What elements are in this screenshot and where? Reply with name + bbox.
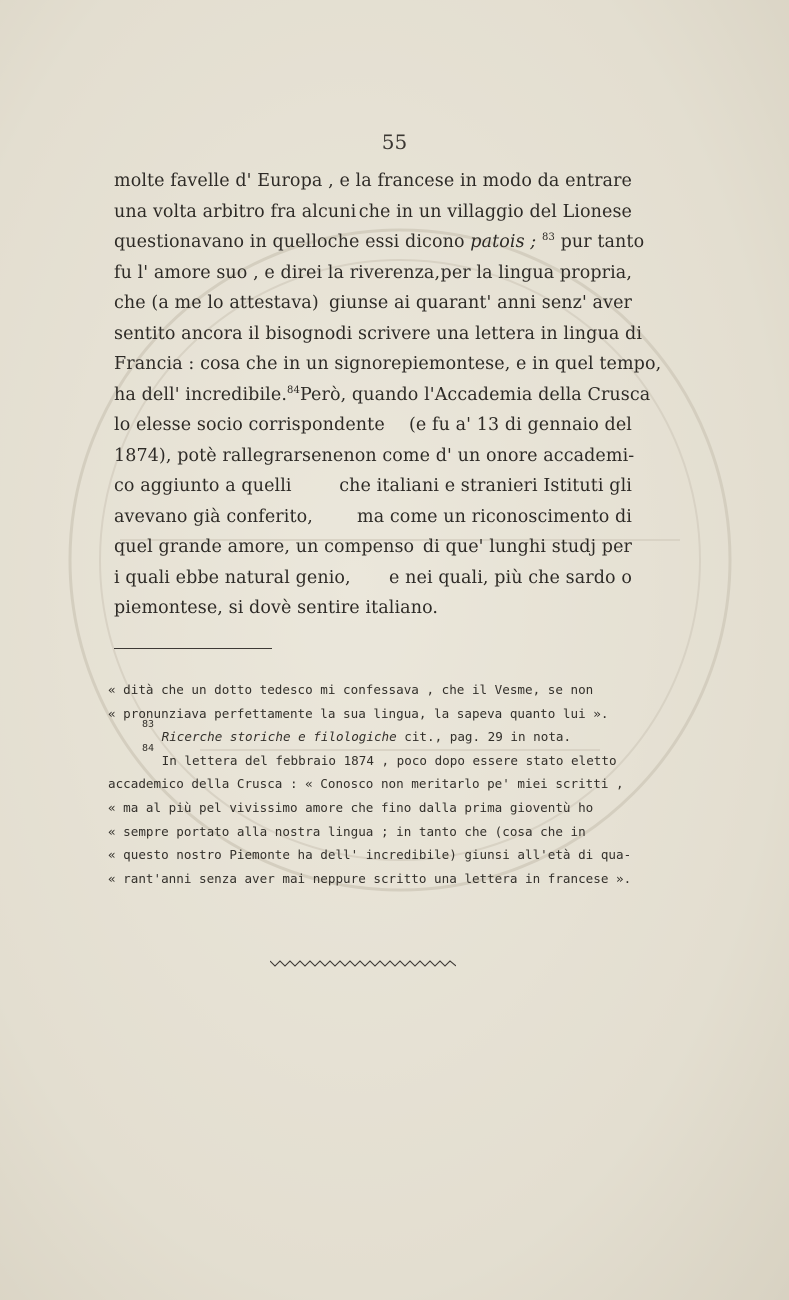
footnote-text: In lettera del febbraio 1874 , poco dopo essere stato eletto xyxy=(154,752,617,768)
text-line xyxy=(114,349,662,380)
footnote-number: 83 xyxy=(142,719,155,731)
text-segment: ha dell' incredibile. xyxy=(114,384,287,405)
text-segment: i quali ebbe natural genio, xyxy=(114,567,351,588)
footnote-line xyxy=(108,820,630,844)
text-segment: che italiani e stranieri Istituti gli xyxy=(339,476,632,496)
text-segment: piemontese, e in quel tempo, xyxy=(401,354,662,374)
text-segment: sentito ancora il bisogno xyxy=(114,323,336,344)
footnote-text: accademico della Crusca : « Conosco non meritarlo pe' miei scritti , xyxy=(108,776,624,792)
text-line xyxy=(114,532,632,563)
footnote-title: Ricerche storiche e filologiche xyxy=(161,729,397,745)
text-segment: piemontese, si dovè sentire italiano. xyxy=(114,598,439,618)
text-line xyxy=(114,502,632,533)
text-segment: questionavano in quello xyxy=(114,232,328,252)
footnote-text: « pronunziava perfettamente la sua lingua, la sapeva quanto lui ». xyxy=(108,705,609,721)
text-line xyxy=(114,319,643,350)
footnote-line xyxy=(108,867,630,891)
text-segment: giunse ai quarant' anni senz' aver xyxy=(329,293,632,313)
footnotes xyxy=(108,678,630,890)
text-line xyxy=(114,410,632,441)
text-line xyxy=(114,471,632,502)
text-line xyxy=(114,227,645,258)
text-line xyxy=(114,258,632,289)
text-segment: che essi dicono patois ; 83 pur tanto xyxy=(328,227,645,258)
text-segment: lo elesse socio corrispondente xyxy=(114,415,385,435)
footnote-line xyxy=(108,678,630,702)
text-segment: pur tanto xyxy=(560,232,645,252)
footnote-text: « questo nostro Piemonte ha dell' incredibile) giunsi all'età di qua- xyxy=(108,847,632,863)
footnote-text: « dità che un dotto tedesco mi confessava , che il Vesme, se non xyxy=(108,682,594,697)
text-line xyxy=(114,563,632,594)
text-segment: quel grande amore, un compenso xyxy=(114,537,415,557)
text-segment: Francia : cosa che in un signore xyxy=(114,354,402,374)
text-segment: (e fu a' 13 di gennaio del xyxy=(408,415,632,435)
text-line xyxy=(114,593,632,624)
text-segment: che (a me lo attestava) xyxy=(114,293,319,313)
text-segment: Però, quando l'Accademia della Crusca xyxy=(299,384,651,405)
text-segment: che essi dicono xyxy=(327,232,465,252)
footnote-text: « rant'anni senza aver mai neppure scritto una lettera in francese ». xyxy=(108,870,632,886)
text-segment: avevano già conferito, xyxy=(114,506,313,527)
footnote-text: « ma al più pel vivissimo amore che fino dalla prima gioventù ho xyxy=(108,799,594,815)
text-line xyxy=(114,288,632,319)
text-line xyxy=(114,197,632,228)
text-segment: che in un villaggio del Lionese xyxy=(358,201,632,222)
text-segment: di scrivere una lettera in lingua di xyxy=(335,323,643,344)
footnote-text: « sempre portato alla nostra lingua ; in tanto che (cosa che in xyxy=(108,823,586,839)
text-segment: per la lingua propria, xyxy=(440,262,632,283)
text-segment: una volta arbitro fra alcuni xyxy=(114,201,357,222)
text-segment: non come d' un onore accademi- xyxy=(343,445,635,466)
text-segment: fu l' amore suo , e direi la riverenza, xyxy=(114,262,441,283)
footnote-separator xyxy=(114,648,272,649)
text-line xyxy=(114,380,651,411)
text-segment: 1874), potè rallegrarsene xyxy=(114,445,344,466)
text-segment: e nei quali, più che sardo o xyxy=(389,567,632,588)
text-segment: e la francese in modo da entrare xyxy=(339,171,632,191)
end-ornament xyxy=(270,958,456,968)
footnote-line xyxy=(108,772,630,796)
text-segment: molte favelle d' Europa , xyxy=(114,171,334,191)
footnote-line xyxy=(108,719,630,749)
page-number: 55 xyxy=(381,130,408,154)
footnote-text: cit., pag. 29 in nota. xyxy=(396,729,572,745)
footnote-line xyxy=(108,796,630,820)
text-segment: co aggiunto a quelli xyxy=(114,476,292,496)
footnote-line xyxy=(108,702,630,726)
text-segment: ma come un riconoscimento di xyxy=(357,506,632,527)
text-line xyxy=(114,441,635,472)
footnote-line xyxy=(108,843,630,867)
main-text xyxy=(114,166,662,624)
italic-term: patois ; xyxy=(470,232,537,252)
text-segment: di que' lunghi studj per xyxy=(422,537,632,557)
footnote-line xyxy=(108,742,630,773)
footnote-number: 84 xyxy=(142,742,155,754)
text-line xyxy=(114,166,632,197)
text-segment: ha dell' incredibile.84 xyxy=(114,380,300,411)
